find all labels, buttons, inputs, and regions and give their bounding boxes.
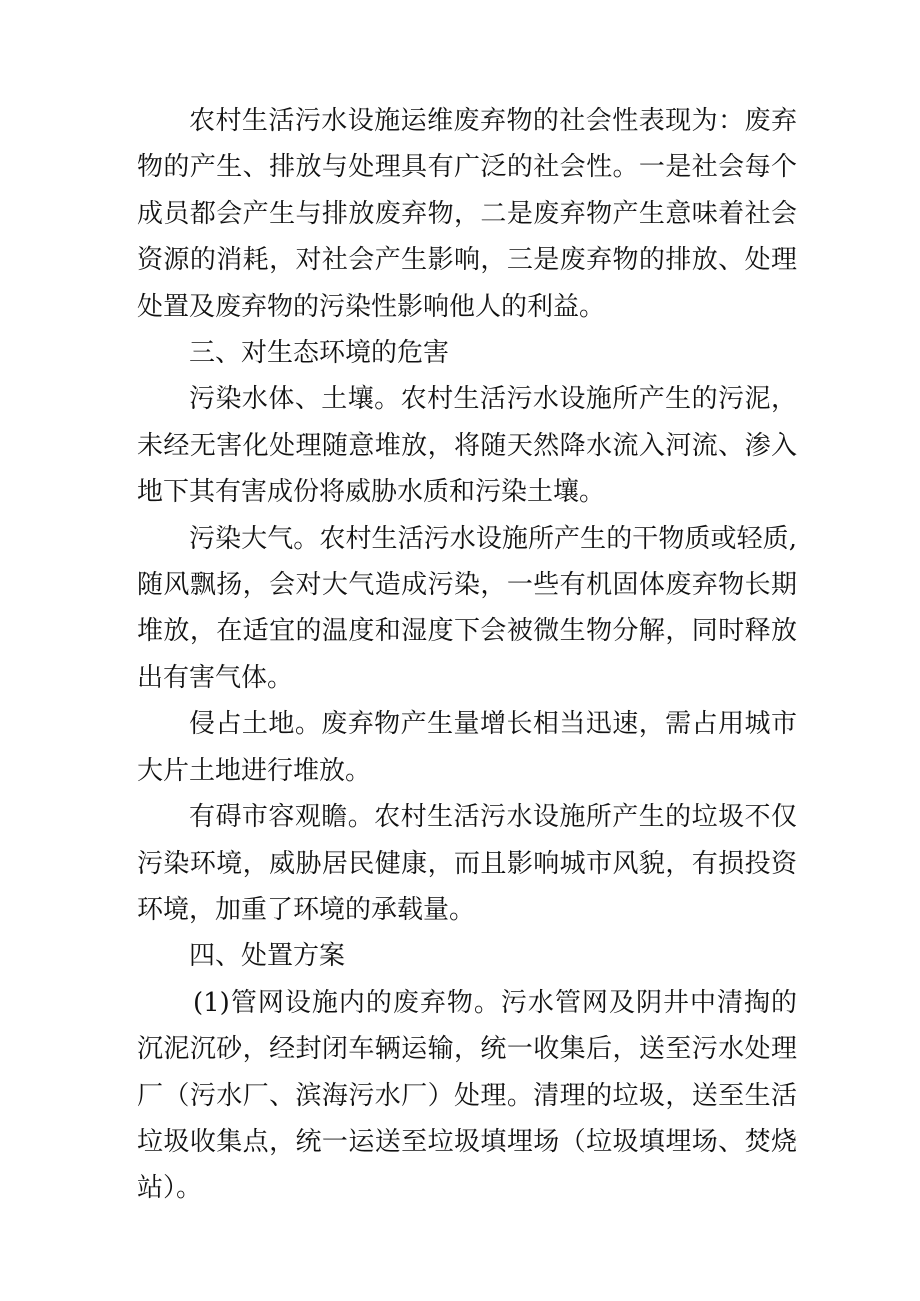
section-heading-disposal-plan: 四、处置方案 [189, 941, 346, 972]
paragraph-air-pollution: 污染大气。农村生活污水设施所产生的干物质或轻质,随风飘扬，会对大气造成污染，一些有机固体废弃物长期堆放，在适宜的温度和湿度下会被微生物分解，同时释放出有害气体。 [137, 523, 797, 693]
document-body [137, 98, 797, 1212]
paragraph-water-soil-pollution: 污染水体、土壤。农村生活污水设施所产生的污泥，未经无害化处理随意堆放，将随天然降水流入河流、渗入地下其有害成份将威胁水质和污染土壤。 [137, 384, 797, 508]
paragraph-social-nature: 农村生活污水设施运维废弃物的社会性表现为：废弃物的产生、排放与处理具有广泛的社会性。一是社会每个成员都会产生与排放废弃物，二是废弃物产生意味着社会资源的消耗，对社会产生影响，三是废弃物的排放、处理处置及废弃物的污染性影响他人的利益。 [137, 106, 797, 322]
paragraph-city-appearance: 有碍市容观瞻。农村生活污水设施所产生的垃圾不仅污染环境，威胁居民健康，而且影响城市风貌，有损投资环境，加重了环境的承载量。 [137, 802, 797, 925]
paragraph-land-occupation: 侵占土地。废弃物产生量增长相当迅速，需占用城市大片土地进行堆放。 [137, 709, 797, 786]
section-heading-ecological-harm: 三、对生态环境的危害 [189, 338, 450, 369]
paragraph-pipe-network-waste: (1)管网设施内的废弃物。污水管网及阴井中清掏的沉泥沉砂，经封闭车辆运输，统一收集后，送至污水处理厂（污水厂、滨海污水厂）处理。清理的垃圾，送至生活垃圾收集点，统一运送至垃圾填埋场（垃圾填埋场、焚烧站）。 [137, 987, 797, 1204]
